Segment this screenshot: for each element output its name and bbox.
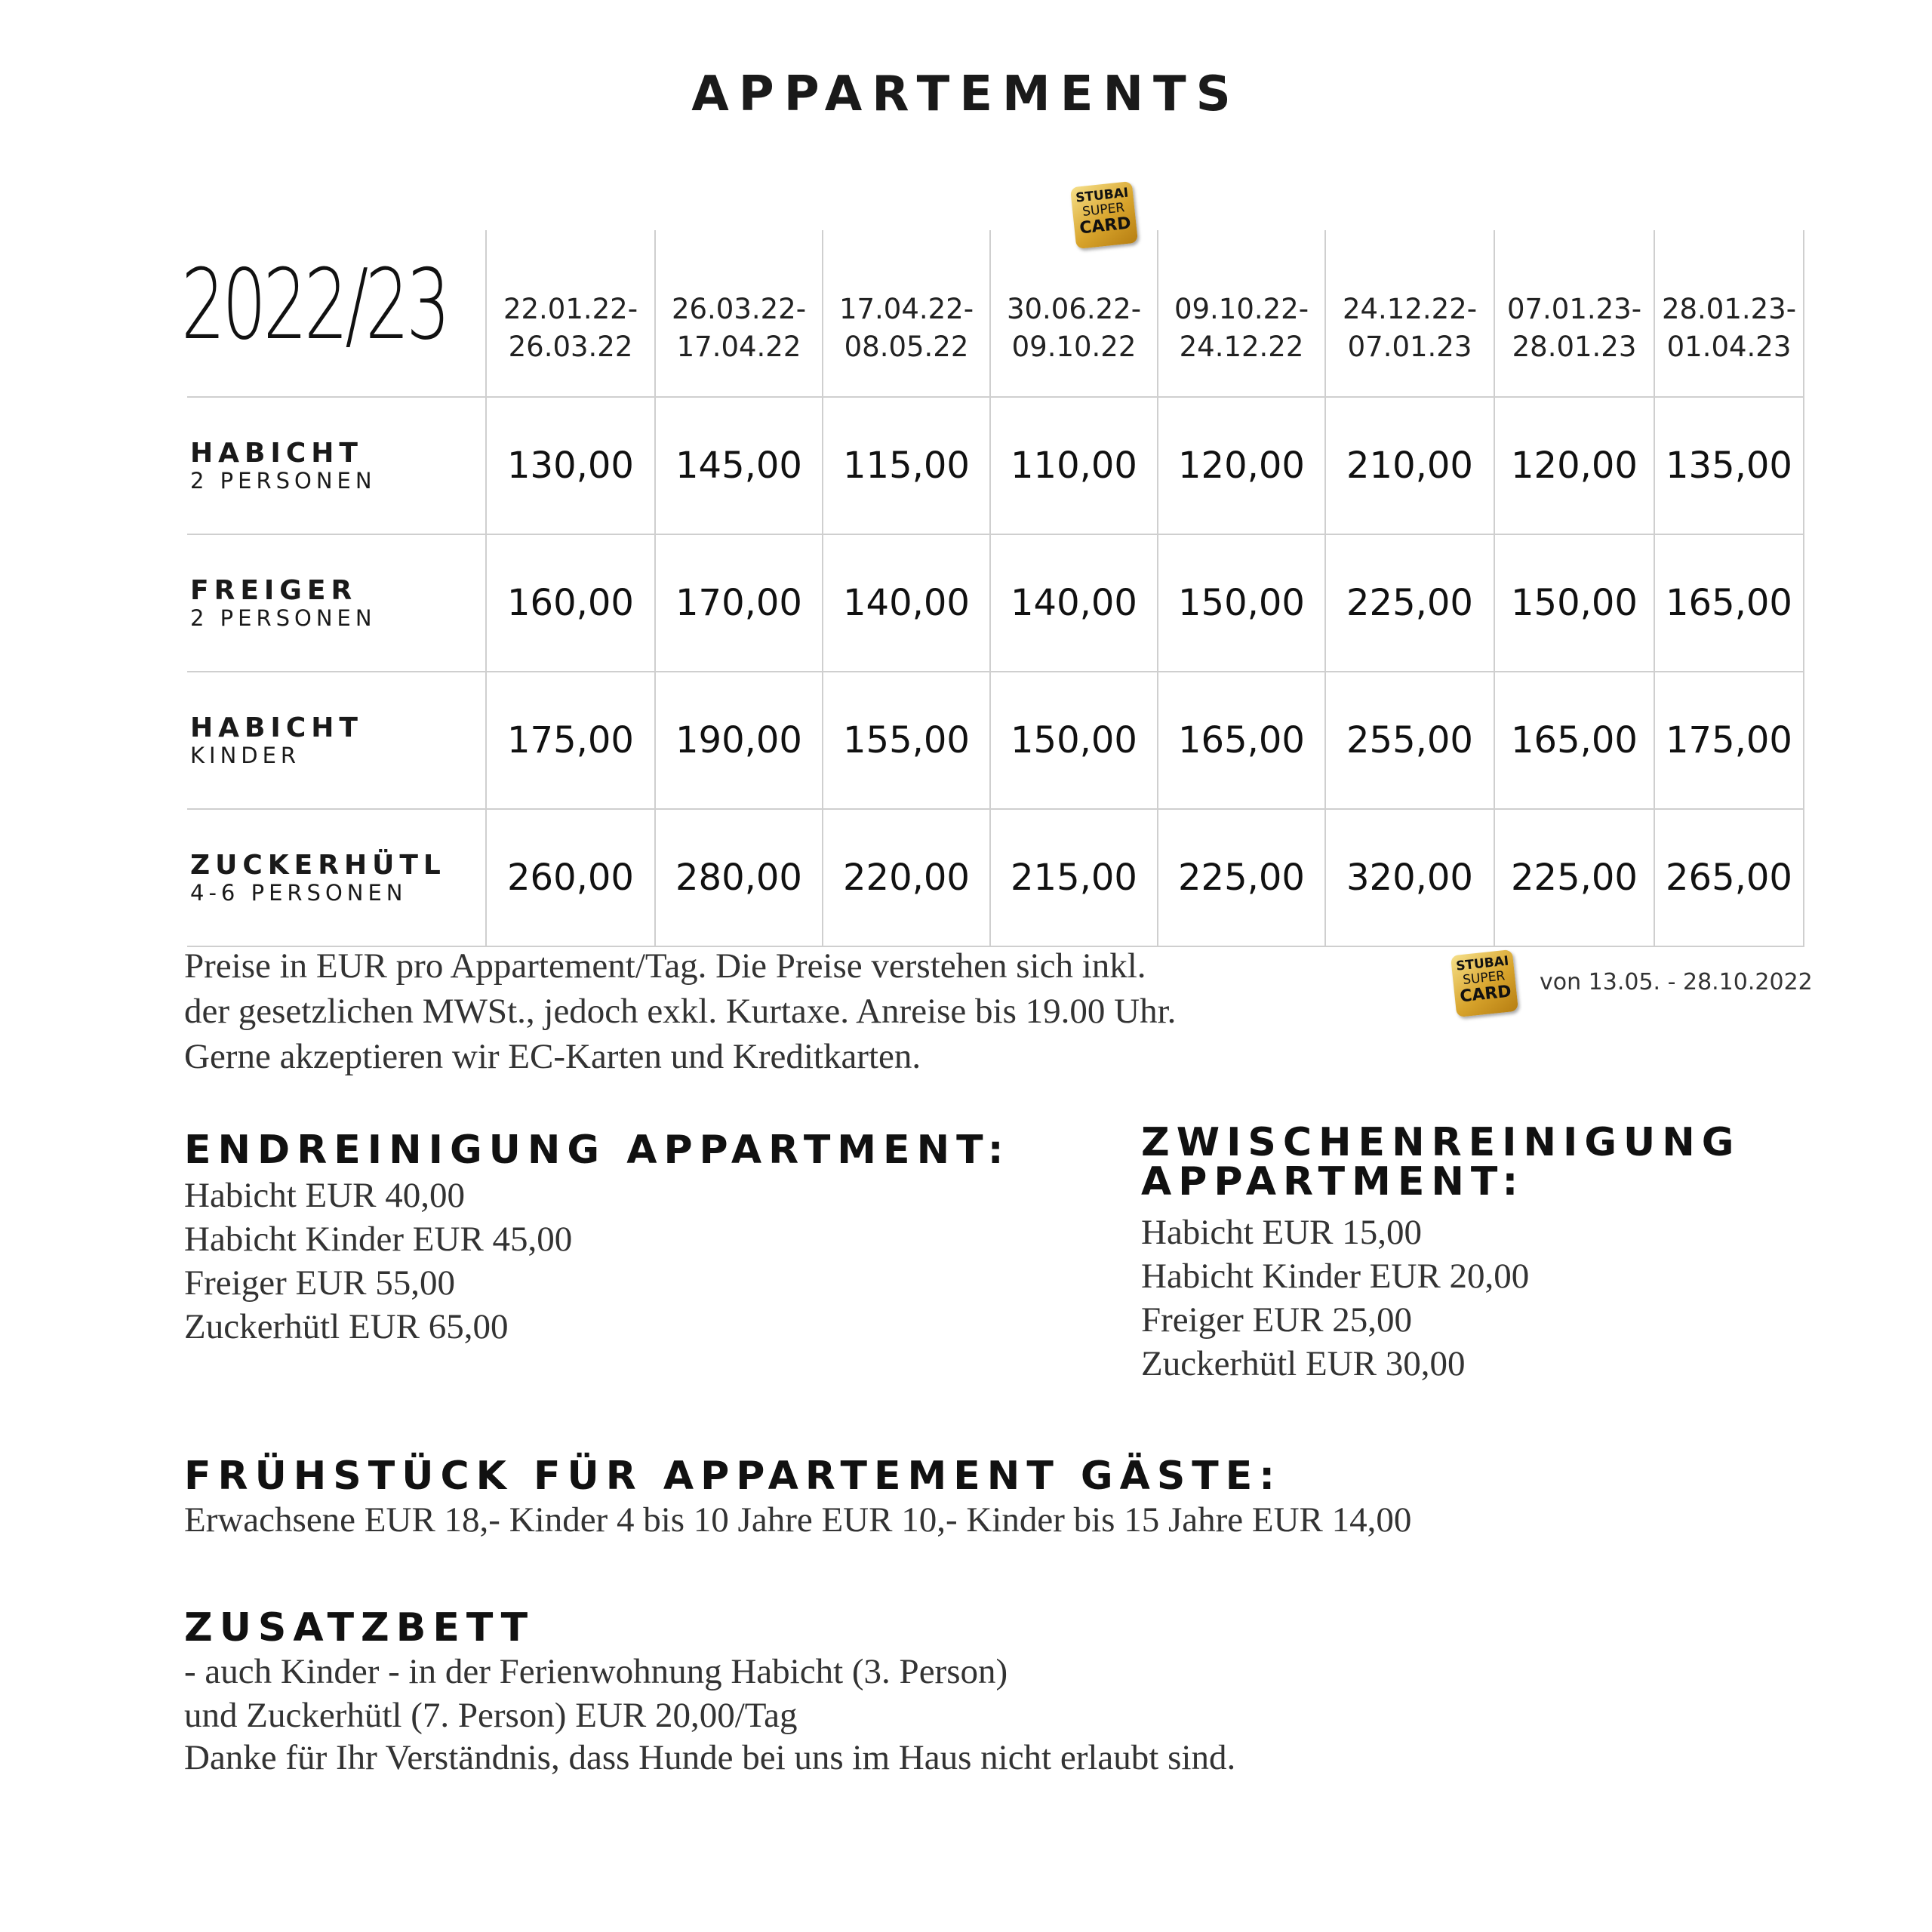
period-header: 07.01.23- 28.01.23	[1494, 230, 1654, 397]
price-cell: 150,00	[990, 672, 1158, 809]
price-cell: 120,00	[1494, 397, 1654, 534]
table-row	[187, 534, 1804, 672]
price-cell: 280,00	[655, 809, 823, 946]
hunde-note: Danke für Ihr Verständnis, dass Hunde bei uns im Haus nicht erlaubt sind.	[184, 1738, 1236, 1777]
row-label: HABICHT 2 PERSONEN	[187, 397, 486, 534]
price-cell: 145,00	[655, 397, 823, 534]
row-label: FREIGER 2 PERSONEN	[187, 534, 486, 672]
period-header: 17.04.22- 08.05.22	[823, 230, 990, 397]
zwischenreinigung-heading: ZWISCHENREINIGUNG APPARTMENT:	[1141, 1120, 1741, 1204]
season-label: 2022/23	[181, 249, 448, 361]
price-cell: 215,00	[990, 809, 1158, 946]
price-cell: 160,00	[486, 534, 655, 672]
price-cell: 115,00	[823, 397, 990, 534]
price-cell: 190,00	[655, 672, 823, 809]
price-cell: 210,00	[1325, 397, 1494, 534]
table-corner	[187, 230, 486, 397]
price-note: Preise in EUR pro Appartement/Tag. Die Preise verstehen sich inkl. der gesetzlichen MWSt., jedoch exkl. Kurtaxe. Anreise bis 19.00 Uhr. Gerne akzeptieren wir EC-Karten und Kreditkarten.	[184, 946, 1177, 1076]
list-item: Habicht Kinder EUR 20,00	[1141, 1257, 1530, 1296]
supercard-validity: von 13.05. - 28.10.2022	[1540, 969, 1813, 995]
price-cell: 155,00	[823, 672, 990, 809]
zusatzbett-heading: ZUSATZBETT	[184, 1605, 535, 1651]
price-cell: 225,00	[1158, 809, 1325, 946]
period-header: 30.06.22- 09.10.22	[990, 230, 1158, 397]
row-label: ZUCKERHÜTL 4-6 PERSONEN	[187, 809, 486, 946]
period-header: 09.10.22- 24.12.22	[1158, 230, 1325, 397]
endreinigung-heading: ENDREINIGUNG APPARTMENT:	[184, 1128, 1011, 1173]
price-cell: 150,00	[1158, 534, 1325, 672]
price-cell: 135,00	[1654, 397, 1804, 534]
price-table	[187, 230, 1804, 947]
table-row	[187, 809, 1804, 946]
list-item: Zuckerhütl EUR 65,00	[184, 1307, 509, 1346]
table-row	[187, 672, 1804, 809]
zwischenreinigung-list	[1141, 1211, 1529, 1386]
page-title: APPARTEMENTS	[691, 66, 1241, 122]
period-header: 26.03.22- 17.04.22	[655, 230, 823, 397]
list-item: Freiger EUR 55,00	[184, 1263, 455, 1303]
price-cell: 175,00	[486, 672, 655, 809]
price-cell: 225,00	[1494, 809, 1654, 946]
price-cell: 120,00	[1158, 397, 1325, 534]
supercard-badge-icon: STUBAI SUPER CARD	[1070, 181, 1138, 249]
price-cell: 265,00	[1654, 809, 1804, 946]
list-item: Freiger EUR 25,00	[1141, 1300, 1412, 1340]
price-cell: 140,00	[823, 534, 990, 672]
price-cell: 165,00	[1654, 534, 1804, 672]
period-header: 28.01.23- 01.04.23	[1654, 230, 1804, 397]
price-cell: 225,00	[1325, 534, 1494, 672]
price-cell: 175,00	[1654, 672, 1804, 809]
price-cell: 170,00	[655, 534, 823, 672]
price-cell: 150,00	[1494, 534, 1654, 672]
price-cell: 165,00	[1494, 672, 1654, 809]
price-cell: 140,00	[990, 534, 1158, 672]
price-cell: 130,00	[486, 397, 655, 534]
period-header: 22.01.22- 26.03.22	[486, 230, 655, 397]
price-cell: 320,00	[1325, 809, 1494, 946]
list-item: Zuckerhütl EUR 30,00	[1141, 1344, 1466, 1383]
list-item: Habicht EUR 40,00	[184, 1176, 466, 1215]
row-label: HABICHT KINDER	[187, 672, 486, 809]
fruehstueck-heading: FRÜHSTÜCK FÜR APPARTEMENT GÄSTE:	[184, 1454, 1282, 1499]
endreinigung-list	[184, 1174, 572, 1349]
price-cell: 260,00	[486, 809, 655, 946]
price-cell: 255,00	[1325, 672, 1494, 809]
supercard-badge-icon: STUBAI SUPER CARD	[1451, 949, 1518, 1017]
price-cell: 110,00	[990, 397, 1158, 534]
price-cell: 165,00	[1158, 672, 1325, 809]
list-item: Habicht Kinder EUR 45,00	[184, 1220, 573, 1259]
zusatzbett-text: ZUSATZBETT - auch Kinder - in der Ferienwohnung Habicht (3. Person) und Zuckerhütl (7. Person) EUR 20,00/Tag	[184, 1605, 1008, 1735]
price-cell: 220,00	[823, 809, 990, 946]
list-item: Habicht EUR 15,00	[1141, 1213, 1423, 1252]
table-row	[187, 397, 1804, 534]
fruehstueck-text: Erwachsene EUR 18,- Kinder 4 bis 10 Jahre EUR 10,- Kinder bis 15 Jahre EUR 14,00	[184, 1500, 1412, 1540]
table-header-row	[187, 230, 1804, 397]
period-header: 24.12.22- 07.01.23	[1325, 230, 1494, 397]
